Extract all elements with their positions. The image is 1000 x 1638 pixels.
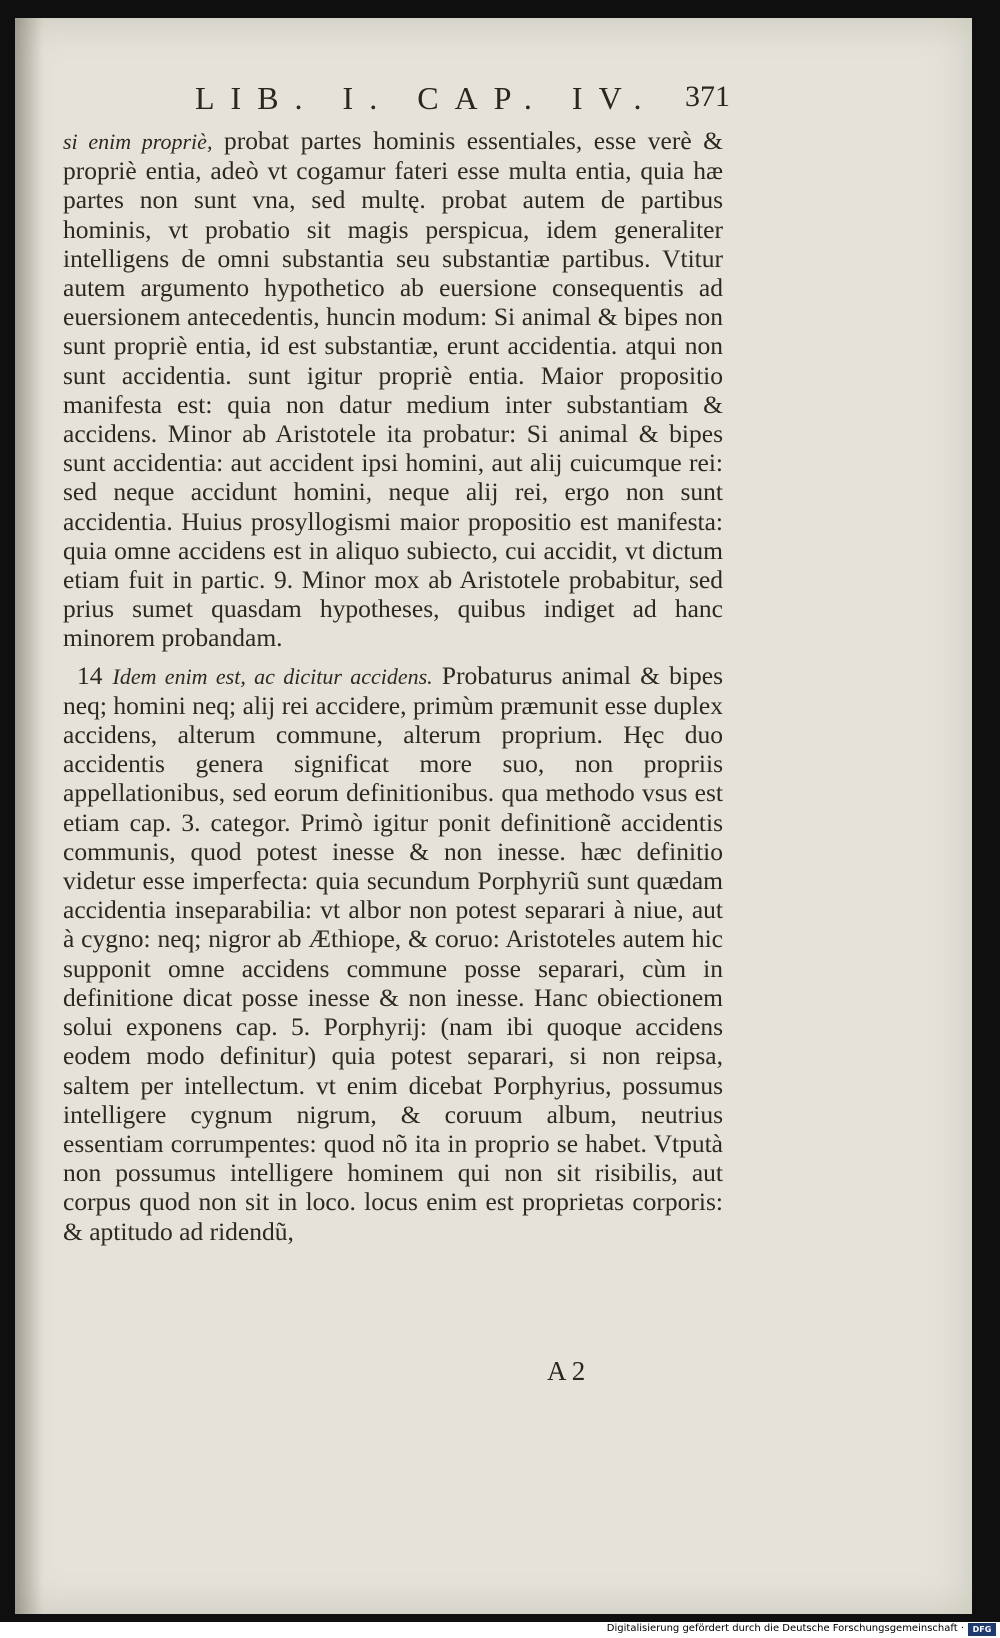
paragraph-text: probat partes hominis essentiales, esse verè & propriè entia, adeò vt cogamur fateri esse multa entia, quia hæ partes non sunt vna, sed multę. probat autem de partibus hominis, vt probatio sit magis perspicua, idem generaliter intelligens de omni substantia seu substantiæ partibus. Vtitur autem argumento hypothetico ab euersione consequentis ad euersionem antecedentis, huncin modum: Si animal & bipes non sunt propriè entia, id est substantiæ, erunt accidentia. atqui non sunt accidentia. sunt igitur propriè entia. Maior propositio manifesta est: quia non datur medium inter substantiam & accidens. Minor ab Aristotele ita probatur: Si animal & bipes sunt accidentia: aut accident ipsi homini, aut alij cuicumque rei: sed neque accidunt homini, neque alij rei, ergo non sunt accidentia. Huius prosyllogismi maior propositio est manifesta: quia omne accidens est in aliquo subiecto, cui accidit, vt dictum etiam fuit in partic. 9. Minor mox ab Aristotele probabitur, sed prius sumet quasdam hypotheses, quibus indiget ad hanc minorem probandam. — [63, 126, 724, 653]
lemma: si enim propriè, — [63, 129, 213, 154]
paragraph-text: Probaturus animal & bipes neq; homini neq; alij rei accidere, primùm præmunit esse duplex accidens, alterum commune, alterum proprium. Hęc duo accidentis genera significat more suo, non propriis appellationibus, sed eorum definitionibus. qua methodo vsus est etiam cap. 3. categor. Primò igitur ponit definitionẽ accidentis communis, quod potest inesse & non inesse. hæc definitio videtur esse imperfecta: quia secundum Porphyriũ sunt quædam accidentia inseparabilia: vt albor non potest separari à niue, aut à cygno: neq; nigror ab Æthiope, & coruo: Aristoteles autem hic supponit omne accidens commune posse separari, cùm in definitione dicat posse inesse & non inesse. Hanc obiectionem solui exponens cap. 5. Porphyrij: (nam ibi quoque accidens eodem modo definitur) quia potest separari, si non reipsa, saltem per intellectum. vt enim dicebat Porphyrius, possumus intelligere cygnum nigrum, & coruum album, neutrius essentiam corrumpentes: quod nõ ita in proprio se habet. Vtputà non possumus intelligere hominem qui non sit risibilis, aut corpus quod non sit in loco. locus enim est proprietas corporis: & aptitudo ad ridendũ, — [63, 660, 724, 1246]
lemma: Idem enim est, ac dicitur accidens. — [112, 663, 433, 689]
body-text — [63, 126, 723, 1246]
running-title: LIB. I. CAP. IV. — [195, 80, 658, 116]
book-page — [15, 18, 972, 1614]
footer-credit: Digitalisierung gefördert durch die Deutsche Forschungsgemeinschaft · — [606, 1623, 964, 1634]
paragraph — [63, 126, 723, 653]
section-number: 14 — [77, 660, 103, 690]
running-head — [15, 78, 972, 118]
page-number: 371 — [685, 80, 730, 113]
dfg-logo-icon: DFG — [968, 1623, 996, 1636]
footer — [0, 1622, 1000, 1638]
paragraph — [63, 661, 723, 1246]
signature-mark: A 2 — [547, 1356, 586, 1386]
